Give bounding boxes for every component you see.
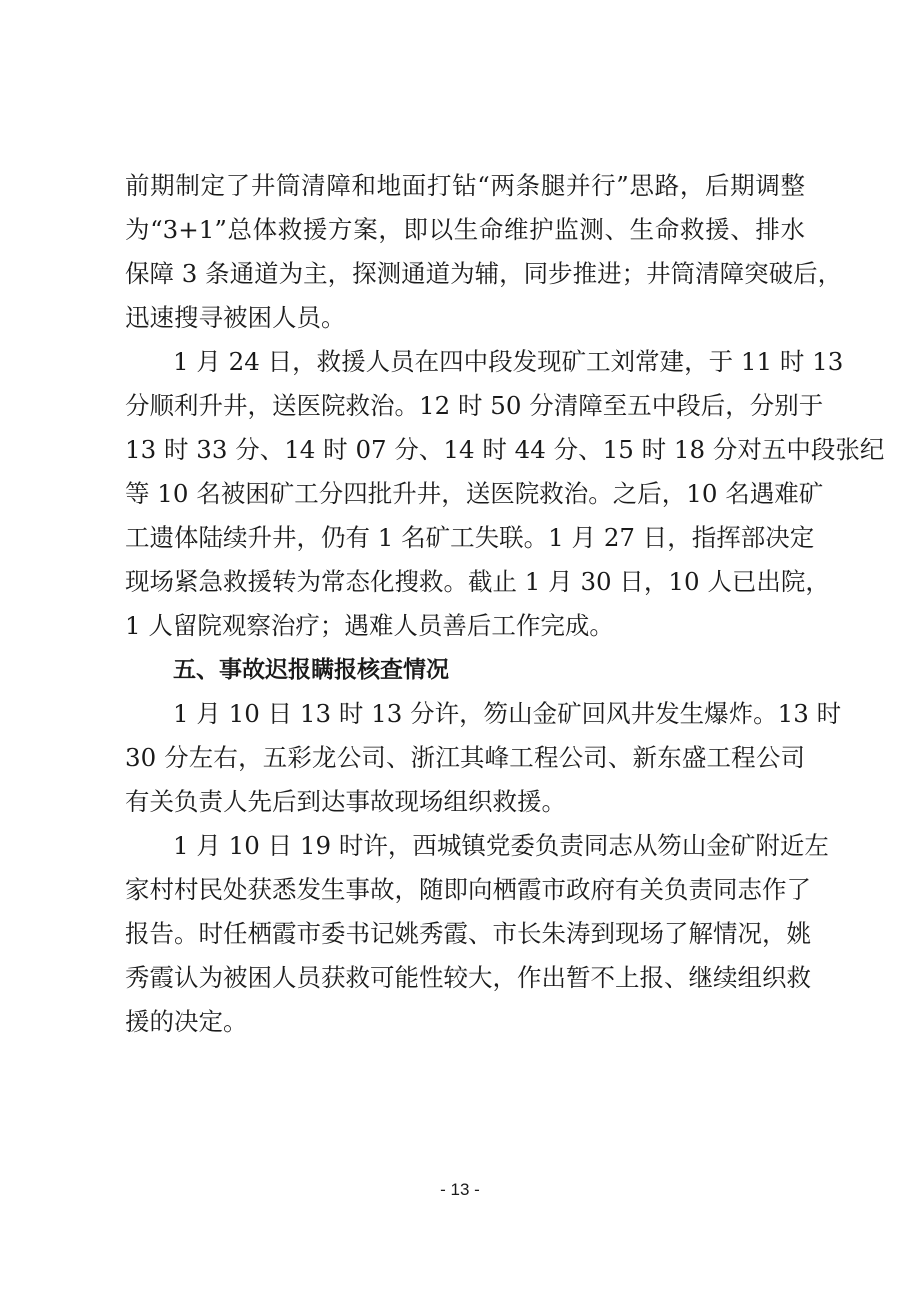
text-line: 1 月 10 日 19 时许，西城镇党委负责同志从笏山金矿附近左 (173, 831, 829, 860)
text-line: 援的决定。 (125, 1007, 248, 1036)
text-line: 有关负责人先后到达事故现场组织救援。 (125, 787, 566, 816)
text-line: 1 人留院观察治疗；遇难人员善后工作完成。 (125, 611, 614, 640)
section-heading: 五、事故迟报瞒报核查情况 (173, 657, 449, 683)
text-line: 家村村民处获悉发生事故，随即向栖霞市政府有关负责同志作了 (125, 875, 811, 904)
text-line: 为“3+1”总体救援方案，即以生命维护监测、生命救援、排水 (125, 215, 805, 244)
page-number: - 13 - (440, 1180, 480, 1199)
text-line: 1 月 10 日 13 时 13 分许，笏山金矿回风井发生爆炸。13 时 (173, 699, 842, 728)
text-line: 13 时 33 分、14 时 07 分、14 时 44 分、15 时 18 分对五中段张纪 (125, 435, 885, 464)
text-line: 30 分左右，五彩龙公司、浙江其峰工程公司、新东盛工程公司 (125, 743, 805, 772)
text-line: 1 月 24 日，救援人员在四中段发现矿工刘常建，于 11 时 13 (173, 347, 844, 376)
text-line: 现场紧急救援转为常态化搜救。截止 1 月 30 日，10 人已出院， (125, 567, 830, 596)
text-line: 等 10 名被困矿工分四批升井，送医院救治。之后，10 名遇难矿 (125, 479, 824, 508)
text-line: 迅速搜寻被困人员。 (125, 303, 346, 332)
text-line: 报告。时任栖霞市委书记姚秀霞、市长朱涛到现场了解情况，姚 (125, 919, 811, 948)
text-line: 保障 3 条通道为主，探测通道为辅，同步推进；井筒清障突破后， (125, 259, 843, 288)
text-line: 秀霞认为被困人员获救可能性较大，作出暂不上报、继续组织救 (125, 963, 811, 992)
text-line: 分顺利升井，送医院救治。12 时 50 分清障至五中段后，分别于 (125, 391, 824, 420)
text-line: 工遗体陆续升井，仍有 1 名矿工失联。1 月 27 日，指挥部决定 (125, 523, 815, 552)
text-line: 前期制定了井筒清障和地面打钻“两条腿并行”思路，后期调整 (125, 171, 805, 200)
